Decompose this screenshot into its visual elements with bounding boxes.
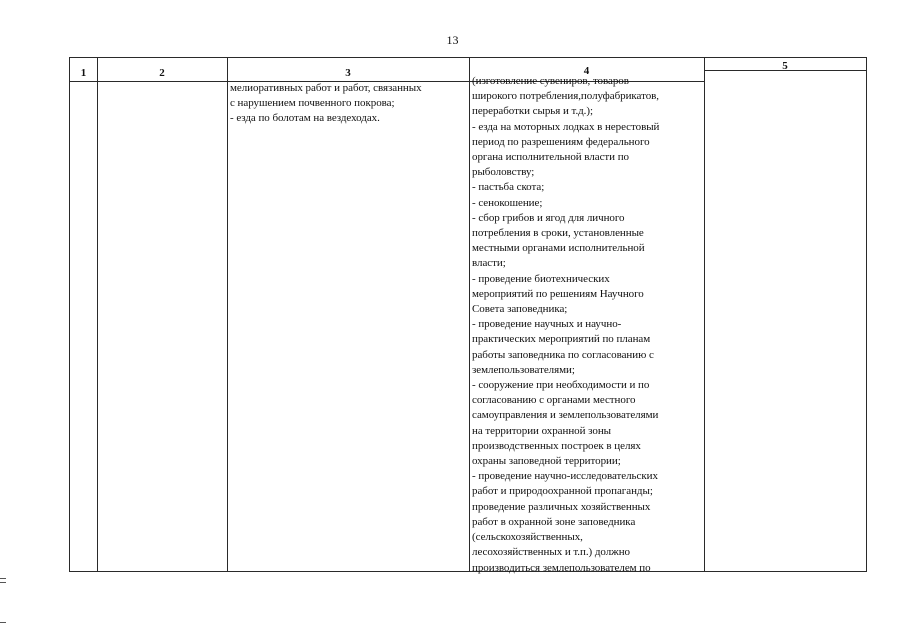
cell-col3: мелиоративных работ и работ, связанных с нарушением почвенного покрова; - езда по болотам на вездеходах. xyxy=(230,82,422,125)
cell-col4: (изготовление сувениров, товаров широкого потребления,полуфабрикатов, переработки сырья и т.д.); - езда на моторных лодках в нерестовый период по разрешениям федерального органа исполнительной власти по рыболовству; - пастьба скота; - сенокошение; - сбор грибов и ягод для личного потребления в сроки, установленные местными органами исполнительной власти; - проведение биотехнических мероприятий по решениям Научного Совета заповедника; - проведение научных и научно- практических мероприятий по планам работы заповедника по согласованию с землепользователями; - сооружение при необходимости и по согласованию с органами местного самоуправления и землепользователями на территории охранной зоны производственных построек в целях охраны заповедной территории; - проведение научно-исследовательских работ и природоохранной пропаганды; проведение различных хозяйственных работ в охранной зоне заповедника (сельскохозяйственных, лесохозяйственных и т.п.) должно производиться землепользователем по xyxy=(472,75,660,574)
column-divider xyxy=(704,58,705,571)
column-divider xyxy=(227,58,228,571)
column-header-2: 2 xyxy=(159,67,165,79)
margin-mark xyxy=(0,578,6,579)
column-divider xyxy=(97,58,98,571)
margin-mark xyxy=(0,622,6,623)
document-table xyxy=(69,57,867,572)
column-header-1: 1 xyxy=(80,67,87,79)
column-divider xyxy=(469,58,470,571)
column-header-5: 5 xyxy=(782,60,788,72)
margin-mark xyxy=(0,582,6,583)
page-number: 13 xyxy=(446,33,459,47)
column-header-4: 4 xyxy=(583,65,590,77)
column-header-3: 3 xyxy=(345,67,351,79)
